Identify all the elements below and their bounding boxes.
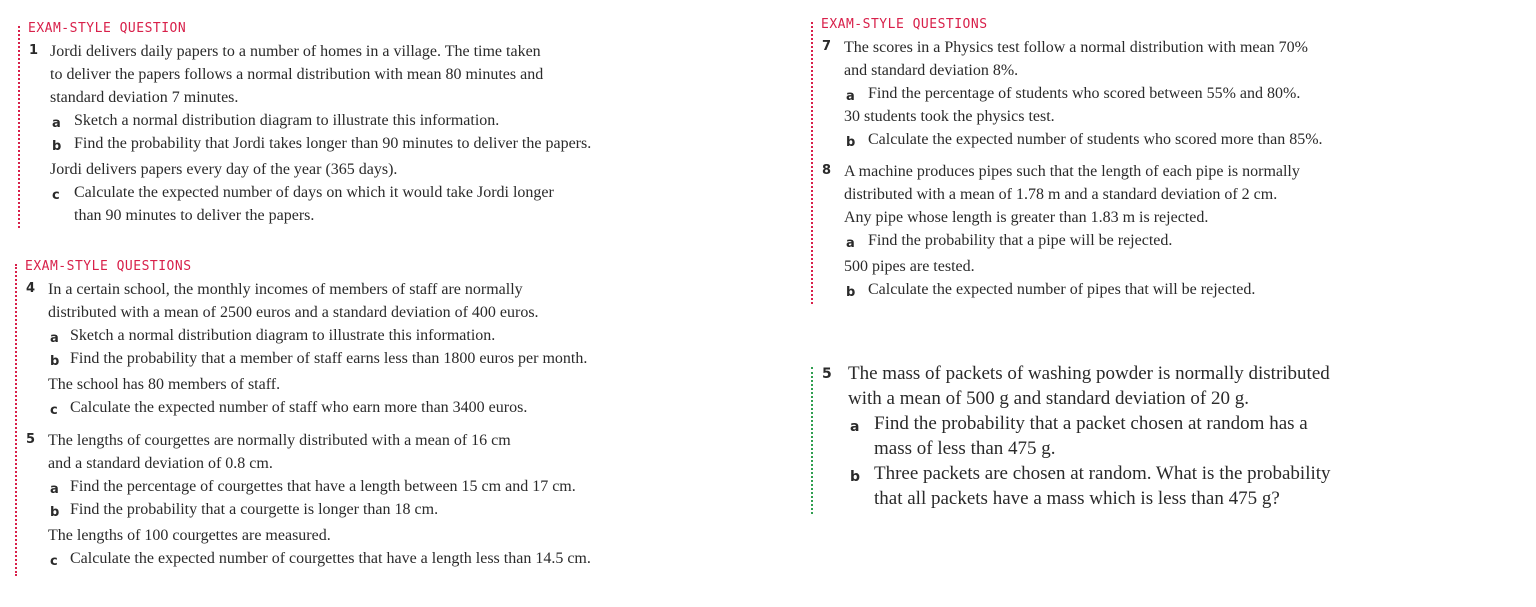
question-text: Jordi delivers daily papers to a number of homes in a village. The time taken — [50, 43, 541, 60]
part-text: Find the probability that Jordi takes longer than 90 minutes to deliver the papers. — [74, 135, 592, 152]
question-5-washing-powder — [811, 361, 1431, 511]
part-label: a — [50, 482, 59, 497]
part-text: mass of less than 475 g. — [874, 438, 1056, 459]
part-c — [50, 181, 708, 204]
question-text: The lengths of courgettes are normally distributed with a mean of 16 cm — [48, 432, 511, 449]
question-number: 5 — [26, 432, 36, 447]
part-label: c — [50, 403, 58, 418]
section-heading: EXAM-STYLE QUESTIONS — [25, 259, 192, 274]
part-label: a — [846, 89, 855, 104]
question-text: A machine produces pipes such that the length of each pipe is normally — [844, 163, 1300, 180]
question-number: 8 — [822, 163, 832, 178]
question-text: Jordi delivers papers every day of the year (365 days). — [50, 161, 398, 178]
part-label: b — [846, 135, 856, 150]
part-text: than 90 minutes to deliver the papers. — [74, 207, 315, 224]
part-a — [848, 411, 1431, 436]
question-number: 1 — [29, 43, 39, 58]
question-text: The school has 80 members of staff. — [48, 376, 281, 393]
question-text: to deliver the papers follows a normal distribution with mean 80 minutes and — [50, 66, 544, 83]
part-text: Calculate the expected number of pipes that will be rejected. — [868, 281, 1256, 298]
part-a — [50, 109, 708, 132]
part-text: Find the percentage of courgettes that have a length between 15 cm and 17 cm. — [70, 478, 576, 495]
question-4 — [15, 278, 715, 419]
part-a — [844, 82, 1431, 105]
question-block-2 — [15, 258, 715, 578]
part-text: Find the probability that a packet chosen at random has a — [874, 413, 1308, 434]
question-8 — [811, 160, 1431, 301]
part-text: Find the percentage of students who scored between 55% and 80%. — [868, 85, 1301, 102]
part-b — [48, 498, 715, 521]
part-a — [48, 475, 715, 498]
question-text: distributed with a mean of 1.78 m and a standard deviation of 2 cm. — [844, 186, 1278, 203]
question-text: The scores in a Physics test follow a normal distribution with mean 70% — [844, 39, 1308, 56]
part-text: that all packets have a mass which is less than 475 g? — [874, 488, 1280, 509]
part-text: Sketch a normal distribution diagram to illustrate this information. — [70, 327, 496, 344]
question-block-4 — [811, 361, 1431, 516]
part-text: Three packets are chosen at random. What is the probability — [874, 463, 1331, 484]
part-b — [50, 132, 708, 155]
part-label: a — [50, 331, 59, 346]
question-text: Any pipe whose length is greater than 1.83 m is rejected. — [844, 209, 1209, 226]
part-b — [844, 128, 1431, 151]
question-text: and standard deviation 8%. — [844, 62, 1019, 79]
part-c — [48, 547, 715, 570]
part-c — [48, 396, 715, 419]
part-label: a — [850, 419, 860, 435]
question-text: distributed with a mean of 2500 euros and a standard deviation of 400 euros. — [48, 304, 539, 321]
section-heading: EXAM-STYLE QUESTIONS — [821, 17, 988, 32]
question-block-3 — [811, 16, 1431, 306]
part-label: b — [50, 354, 60, 369]
question-text: 30 students took the physics test. — [844, 108, 1055, 125]
question-text: The mass of packets of washing powder is normally distributed — [848, 363, 1330, 384]
part-text: Find the probability that a pipe will be rejected. — [868, 232, 1173, 249]
question-7 — [811, 36, 1431, 151]
part-label: a — [52, 116, 61, 131]
part-text: Find the probability that a member of staff earns less than 1800 euros per month. — [70, 350, 588, 367]
part-a — [48, 324, 715, 347]
part-b — [48, 347, 715, 370]
part-text: Calculate the expected number of students who scored more than 85%. — [868, 131, 1323, 148]
part-label: b — [50, 505, 60, 520]
question-text: with a mean of 500 g and standard deviation of 20 g. — [848, 388, 1250, 409]
part-text: Sketch a normal distribution diagram to illustrate this information. — [74, 112, 500, 129]
question-text: In a certain school, the monthly incomes of members of staff are normally — [48, 281, 523, 298]
part-label: b — [846, 285, 856, 300]
part-label: b — [52, 139, 62, 154]
question-number: 4 — [26, 281, 36, 296]
part-label: c — [52, 188, 60, 203]
part-label: c — [50, 554, 58, 569]
part-text: Calculate the expected number of staff who earn more than 3400 euros. — [70, 399, 528, 416]
question-number: 7 — [822, 39, 832, 54]
question-number: 5 — [822, 366, 832, 382]
part-b — [844, 278, 1431, 301]
question-text: The lengths of 100 courgettes are measured. — [48, 527, 331, 544]
part-label: b — [850, 469, 861, 485]
question-block-1 — [18, 20, 708, 230]
part-text: Calculate the expected number of courgettes that have a length less than 14.5 cm. — [70, 550, 591, 567]
question-1 — [18, 40, 708, 227]
question-text: standard deviation 7 minutes. — [50, 89, 239, 106]
question-text: 500 pipes are tested. — [844, 258, 975, 275]
part-a — [844, 229, 1431, 252]
question-5 — [15, 429, 715, 570]
question-text: and a standard deviation of 0.8 cm. — [48, 455, 273, 472]
part-b — [848, 461, 1431, 486]
part-text: Calculate the expected number of days on which it would take Jordi longer — [74, 184, 554, 201]
section-heading: EXAM-STYLE QUESTION — [28, 21, 187, 36]
part-label: a — [846, 236, 855, 251]
part-text: Find the probability that a courgette is longer than 18 cm. — [70, 501, 439, 518]
